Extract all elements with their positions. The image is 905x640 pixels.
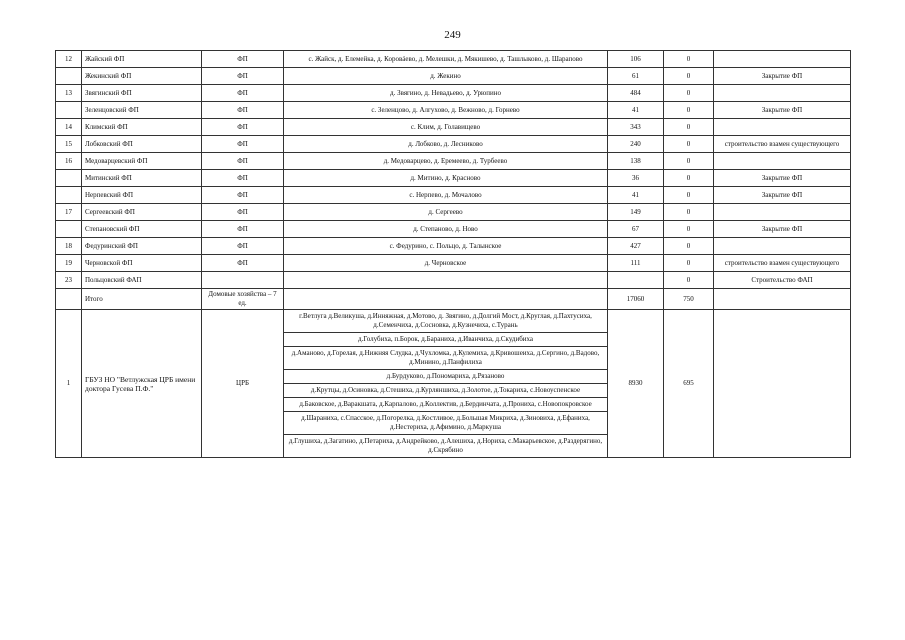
row-number-cell: 17 (56, 204, 82, 221)
villages-cell: д. Медоварцево, д. Еремеево, д. Турбеево (284, 153, 608, 170)
count-cell: 0 (664, 153, 714, 170)
row-number-cell (56, 68, 82, 85)
facility-name-cell: Степановский ФП (82, 221, 202, 238)
count-cell: 0 (664, 51, 714, 68)
table-row (56, 85, 851, 102)
facility-type-cell: ФП (202, 136, 284, 153)
facility-type-cell: Домовые хозяйства – 7 ед. (202, 289, 284, 310)
note-cell (714, 119, 851, 136)
villages-cell: д. Звягино, д. Невадьево, д. Урюпино (284, 85, 608, 102)
note-cell: Закрытие ФП (714, 102, 851, 119)
count-cell: 695 (664, 310, 714, 458)
table-row (56, 272, 851, 289)
population-cell (608, 272, 664, 289)
count-cell: 0 (664, 272, 714, 289)
villages-cell: д. Черновское (284, 255, 608, 272)
page-number: 249 (444, 29, 461, 41)
count-cell: 0 (664, 136, 714, 153)
count-cell: 0 (664, 170, 714, 187)
note-cell (714, 310, 851, 458)
facility-name-cell: Нерпевский ФП (82, 187, 202, 204)
facility-name-cell: ГБУЗ НО "Ветлужская ЦРБ имени доктора Гусева П.Ф." (82, 310, 202, 458)
count-cell: 0 (664, 68, 714, 85)
facility-type-cell (202, 272, 284, 289)
table-row (56, 204, 851, 221)
facility-name-cell: Жекинский ФП (82, 68, 202, 85)
facility-type-cell: ФП (202, 85, 284, 102)
row-number-cell (56, 170, 82, 187)
table-row (56, 255, 851, 272)
villages-cell: с. Федурино, с. Польцо, д. Талынское (284, 238, 608, 255)
villages-cell: д. Степаново, д. Ново (284, 221, 608, 238)
population-cell: 427 (608, 238, 664, 255)
table-row (56, 51, 851, 68)
facility-type-cell: ФП (202, 153, 284, 170)
count-cell: 0 (664, 119, 714, 136)
facility-type-cell: ФП (202, 68, 284, 85)
note-cell: Закрытие ФП (714, 187, 851, 204)
table-row (56, 102, 851, 119)
count-cell: 0 (664, 204, 714, 221)
population-cell: 106 (608, 51, 664, 68)
villages-cell: с. Зеленцово, д. Алгухово, д. Вежново, д. Горнево (284, 102, 608, 119)
villages-cell: с. Жайск, д. Елемейка, д. Коровáево, д. Мелешки, д. Мякишево, д. Ташлыково, д. Шарапово (284, 51, 608, 68)
count-cell: 0 (664, 221, 714, 238)
facility-name-cell: Митинский ФП (82, 170, 202, 187)
row-number-cell: 15 (56, 136, 82, 153)
villages-cell: д. Лобково, д. Лесниково (284, 136, 608, 153)
row-number-cell: 18 (56, 238, 82, 255)
facility-name-cell: Медоварцевский ФП (82, 153, 202, 170)
facility-name-cell: Черновской ФП (82, 255, 202, 272)
village-group: д.Голубиха, п.Борок, д.Бараниха, д.Иванчиха, д.Скудибиха (284, 333, 607, 347)
note-cell: Строительство ФАП (714, 272, 851, 289)
table-row (56, 289, 851, 310)
villages-cell: д. Митино, д. Красново (284, 170, 608, 187)
facility-name-cell: Польцовский ФАП (82, 272, 202, 289)
facility-type-cell: ФП (202, 102, 284, 119)
village-group: д.Бурдуково, д.Пономариха, д.Рязаново (284, 370, 607, 384)
note-cell: строительство взамен существующего (714, 136, 851, 153)
facility-name-cell: Федуринский ФП (82, 238, 202, 255)
facility-name-cell: Звягинский ФП (82, 85, 202, 102)
villages-cell: д. Сергеево (284, 204, 608, 221)
row-number-cell (56, 102, 82, 119)
villages-cell (284, 289, 608, 310)
note-cell: Закрытие ФП (714, 221, 851, 238)
count-cell: 0 (664, 238, 714, 255)
village-group: д.Крутцы, д.Осиновка, д.Стешиха, д.Курляншиха, д.Золотое, д.Токариха, с.Новоуспенское (284, 384, 607, 398)
row-number-cell: 12 (56, 51, 82, 68)
facility-name-cell: Зеленцовский ФП (82, 102, 202, 119)
facility-name-cell: Лобковский ФП (82, 136, 202, 153)
note-cell: строительство взамен существующего (714, 255, 851, 272)
note-cell (714, 289, 851, 310)
row-number-cell: 1 (56, 310, 82, 458)
village-group: д.Аманово, д.Горелая, д.Нижняя Слудка, д.Чухломка, д.Кулемиха, д.Кривошеиха, д.Сергино, д.Вадово, д.Минино, д.Панфилиха (284, 347, 607, 370)
note-cell (714, 153, 851, 170)
facility-type-cell: ФП (202, 187, 284, 204)
row-number-cell: 23 (56, 272, 82, 289)
population-cell: 138 (608, 153, 664, 170)
population-cell: 61 (608, 68, 664, 85)
note-cell: Закрытие ФП (714, 170, 851, 187)
villages-cell: с. Нерпево, д. Мочалово (284, 187, 608, 204)
facility-name-cell: Жайский ФП (82, 51, 202, 68)
count-cell: 0 (664, 187, 714, 204)
table-row (56, 238, 851, 255)
note-cell: Закрытие ФП (714, 68, 851, 85)
row-number-cell (56, 221, 82, 238)
count-cell: 750 (664, 289, 714, 310)
population-cell: 41 (608, 187, 664, 204)
row-number-cell: 19 (56, 255, 82, 272)
villages-groups-cell (284, 310, 608, 458)
population-cell: 67 (608, 221, 664, 238)
facility-type-cell: ФП (202, 170, 284, 187)
villages-cell: с. Клим, д. Голавищево (284, 119, 608, 136)
table-row (56, 153, 851, 170)
facility-type-cell: ФП (202, 119, 284, 136)
table-row (56, 187, 851, 204)
table-row (56, 170, 851, 187)
facility-type-cell: ФП (202, 221, 284, 238)
facility-name-cell: Итого (82, 289, 202, 310)
facility-type-cell: ЦРБ (202, 310, 284, 458)
count-cell: 0 (664, 255, 714, 272)
note-cell (714, 204, 851, 221)
facilities-table (55, 50, 851, 458)
population-cell: 111 (608, 255, 664, 272)
facility-type-cell: ФП (202, 238, 284, 255)
count-cell: 0 (664, 85, 714, 102)
facility-type-cell: ФП (202, 255, 284, 272)
table-row (56, 136, 851, 153)
note-cell (714, 238, 851, 255)
villages-cell (284, 272, 608, 289)
row-number-cell (56, 187, 82, 204)
population-cell: 8930 (608, 310, 664, 458)
population-cell: 343 (608, 119, 664, 136)
row-number-cell (56, 289, 82, 310)
population-cell: 240 (608, 136, 664, 153)
row-number-cell: 14 (56, 119, 82, 136)
crb-row (56, 310, 851, 458)
facility-name-cell: Сергеевский ФП (82, 204, 202, 221)
villages-cell: д. Жекино (284, 68, 608, 85)
facility-type-cell: ФП (202, 204, 284, 221)
village-group: д.Глушиха, д.Загатино, д.Петариха, д.Андрейково, д.Алешиха, д.Нориха, с.Макарьевское, д.Раздерягино, д.Скрябино (288, 437, 603, 454)
table-row (56, 119, 851, 136)
note-cell (714, 51, 851, 68)
row-number-cell: 13 (56, 85, 82, 102)
village-group: д.Шараниха, с.Спасское, д.Погорелка, д.Костливое, д.Большая Микриха, д.Зиновиха, д.Ефаниха, д.Нестериха, д.Афимино, д.Маркуша (284, 412, 607, 435)
table-row (56, 68, 851, 85)
facility-type-cell: ФП (202, 51, 284, 68)
row-number-cell: 16 (56, 153, 82, 170)
note-cell (714, 85, 851, 102)
village-group: д.Баковское, д.Варакшата, д.Карпалово, д.Коллектив, д.Бердинчата, д.Прониха, с.Новопокровское (284, 398, 607, 412)
population-cell: 149 (608, 204, 664, 221)
facility-name-cell: Климский ФП (82, 119, 202, 136)
table-row (56, 221, 851, 238)
population-cell: 484 (608, 85, 664, 102)
population-cell: 41 (608, 102, 664, 119)
village-group: г.Ветлуга д.Великуша, д.Инняжная, д.Мотово, д. Звягино, д.Долгий Мост, д.Круглая, д.Пахтусиха, д.Семенчиха, д.Сосновка, д.Кузнечиха, с.Турань (284, 310, 607, 333)
population-cell: 36 (608, 170, 664, 187)
population-cell: 17060 (608, 289, 664, 310)
count-cell: 0 (664, 102, 714, 119)
